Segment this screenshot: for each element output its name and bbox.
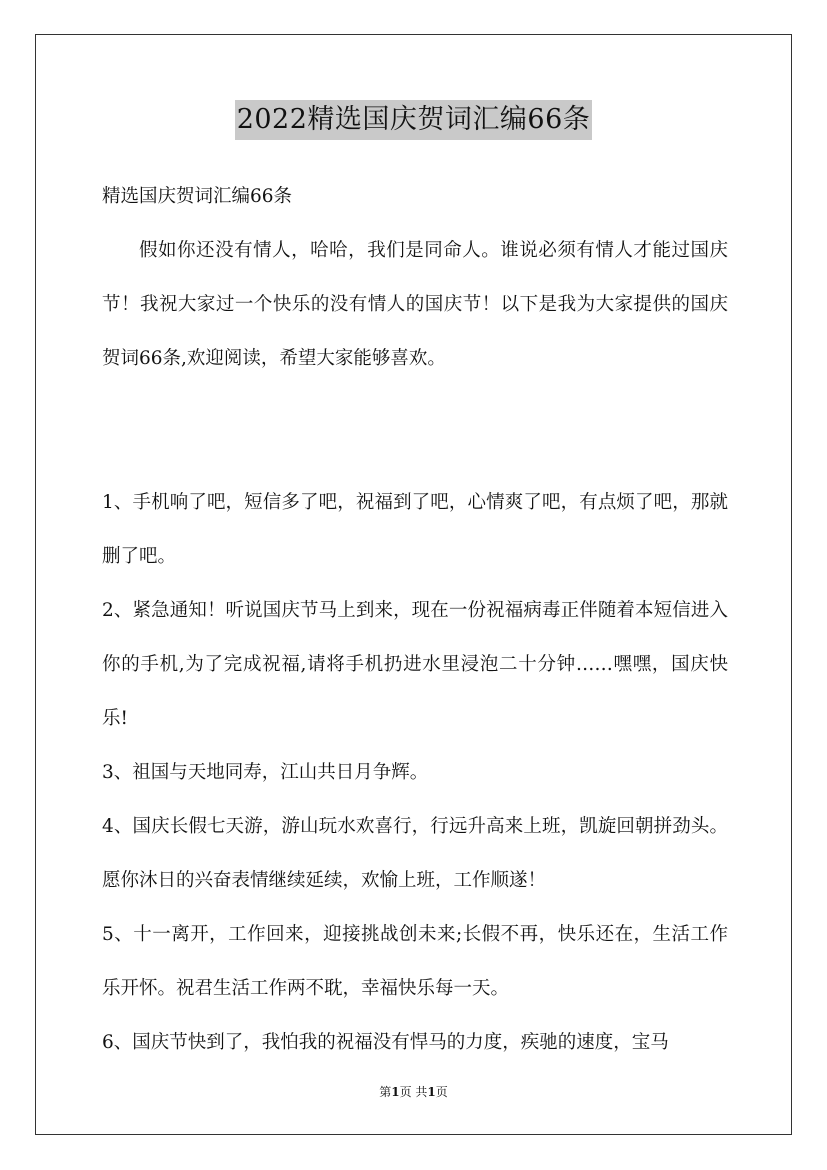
- list-item: 5、十一离开，工作回来，迎接挑战创未来;长假不再，快乐还在，生活工作乐开怀。祝君生活工作两不耽，幸福快乐每一天。: [102, 924, 728, 999]
- document-subtitle: 精选国庆贺词汇编66条: [102, 186, 293, 207]
- list-item: 2、紧急通知！听说国庆节马上到来，现在一份祝福病毒正伴随着本短信进入你的手机,为了完成祝福,请将手机扔进水里浸泡二十分钟……嘿嘿，国庆快乐!: [102, 600, 728, 729]
- page-number-suffix: 页: [435, 1085, 448, 1099]
- page-number-current: 1: [391, 1085, 400, 1099]
- document-title: 2022精选国庆贺词汇编66条: [235, 100, 593, 140]
- paragraph-spacer: [102, 386, 728, 440]
- page-footer: [0, 1083, 827, 1101]
- document-body: [102, 170, 728, 1070]
- list-item: 4、国庆长假七天游，游山玩水欢喜行，行远升高来上班，凯旋回朝拼劲头。愿你沐日的兴奋表情继续延续，欢愉上班，工作顺遂！: [102, 816, 728, 891]
- intro-paragraph: 假如你还没有情人，哈哈，我们是同命人。谁说必须有情人才能过国庆节！我祝大家过一个快乐的没有情人的国庆节！以下是我为大家提供的国庆贺词66条,欢迎阅读，希望大家能够喜欢。: [102, 240, 728, 369]
- page-number-mid: 页 共: [399, 1085, 428, 1099]
- page-number-prefix: 第: [379, 1085, 392, 1099]
- list-item: 3、祖国与天地同寿，江山共日月争辉。: [102, 762, 429, 783]
- list-item: 1、手机响了吧，短信多了吧，祝福到了吧，心情爽了吧，有点烦了吧，那就删了吧。: [102, 492, 728, 567]
- title-container: [0, 100, 827, 140]
- paragraph-spacer: [102, 440, 728, 476]
- list-item: 6、国庆节快到了，我怕我的祝福没有悍马的力度，疾驰的速度，宝马: [102, 1032, 669, 1053]
- page-number-total: 1: [427, 1085, 436, 1099]
